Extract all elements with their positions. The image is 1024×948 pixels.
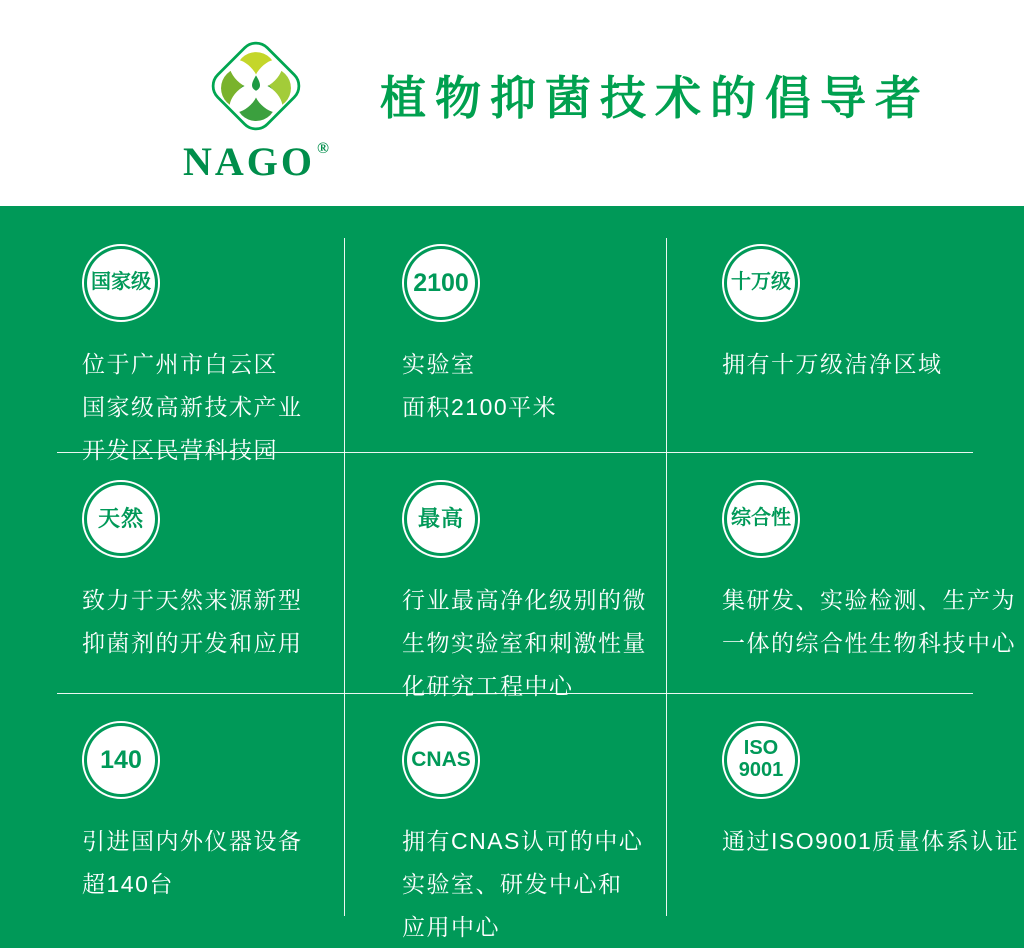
desc-line: 抑菌剂的开发和应用 (82, 630, 303, 656)
badge-label: ISO (743, 737, 779, 760)
desc-line: 应用中心 (402, 914, 500, 940)
desc-line: 面积2100平米 (402, 394, 558, 420)
desc-line: 生物实验室和刺激性量 (402, 630, 647, 656)
badge-label: 140 (100, 745, 142, 774)
nago-logo-mark (203, 33, 309, 139)
stat-cell-comprehensive (666, 452, 1024, 693)
desc-line: 位于广州市白云区 (82, 351, 278, 377)
badge-label: 天然 (97, 506, 144, 532)
desc-line: 实验室、研发中心和 (402, 871, 623, 897)
desc-line: 致力于天然来源新型 (82, 587, 303, 613)
stat-description (722, 579, 1024, 665)
stat-description (402, 579, 666, 708)
desc-line: 国家级高新技术产业 (82, 394, 303, 420)
badge-label: 综合性 (731, 507, 791, 530)
stat-badge (82, 721, 160, 799)
desc-line: 一体的综合性生物科技中心 (722, 630, 1016, 656)
page-title: 植物抑菌技术的倡导者 (380, 72, 930, 124)
stat-badge (722, 721, 800, 799)
desc-line: 拥有CNAS认可的中心 (402, 828, 644, 854)
stat-cell-lab-area (344, 206, 666, 452)
badge-label: 最高 (417, 506, 464, 532)
nago-logo (178, 33, 334, 182)
stat-badge (722, 480, 800, 558)
brand-wordmark (183, 138, 329, 184)
stat-description (82, 820, 344, 906)
desc-line: 引进国内外仪器设备 (82, 828, 303, 854)
badge-label: 国家级 (91, 271, 151, 294)
stat-cell-clean-area (666, 206, 1024, 452)
desc-line: 集研发、实验检测、生产为 (722, 587, 1016, 613)
stats-grid (0, 206, 1024, 948)
desc-line: 通过ISO9001质量体系认证 (722, 828, 1020, 854)
stat-cell-national-level (0, 206, 344, 463)
stat-badge (82, 244, 160, 322)
stat-description (402, 343, 666, 429)
stat-cell-iso9001 (666, 693, 1024, 948)
stats-panel (0, 206, 1024, 948)
stat-description (722, 820, 1024, 863)
registered-trademark-symbol: ® (317, 139, 329, 157)
desc-line: 拥有十万级洁净区域 (722, 351, 943, 377)
stat-badge (402, 480, 480, 558)
stat-cell-natural (0, 452, 344, 693)
badge-label: 十万级 (731, 271, 791, 294)
stat-badge (82, 480, 160, 558)
desc-line: 化研究工程中心 (402, 673, 574, 699)
desc-line: 实验室 (402, 351, 476, 377)
header (0, 0, 1024, 206)
stat-cell-highest (344, 452, 666, 699)
badge-label: CNAS (411, 747, 471, 771)
stat-badge (402, 244, 480, 322)
stat-cell-equipment (0, 693, 344, 948)
stat-cell-cnas (344, 693, 666, 948)
stat-description (722, 343, 1024, 386)
desc-line: 行业最高净化级别的微 (402, 587, 647, 613)
stat-badge (722, 244, 800, 322)
desc-line: 超140台 (82, 871, 174, 897)
desc-line: 开发区民营科技园 (82, 437, 278, 463)
badge-label: 9001 (738, 759, 784, 781)
stat-description (402, 820, 666, 948)
badge-label: 2100 (413, 268, 469, 297)
brand-name: NAGO (183, 138, 316, 184)
stat-description (82, 579, 344, 665)
stat-badge (402, 721, 480, 799)
